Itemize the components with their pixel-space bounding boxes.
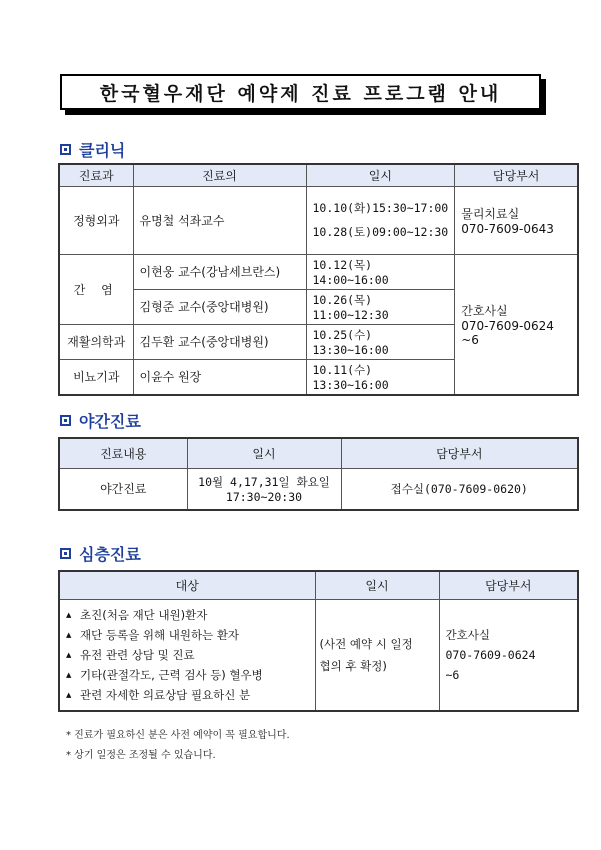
office-cell	[455, 254, 578, 395]
dept-cell: 비뇨기과	[59, 359, 133, 395]
col-header: 담당부서	[439, 571, 578, 599]
time-cell	[187, 468, 341, 510]
time-line: (사전 예약 시 일정	[319, 636, 413, 651]
time-line: 협의 후 확정)	[319, 658, 387, 673]
content-cell: 야간진료	[59, 468, 187, 510]
section-deep-heading	[60, 542, 141, 565]
time-line: 17:30~20:30	[225, 489, 303, 504]
doctor-cell: 이현웅 교수(강남세브란스)	[133, 254, 306, 289]
time-line: 10.28(토)09:00~12:30	[312, 225, 449, 239]
list-item-continuation	[66, 685, 309, 705]
clinic-table	[58, 163, 579, 396]
list-item: ▲ 기타(관절각도, 근력 검사 등) 혈우병	[66, 665, 309, 685]
dept-cell: 재활의학과	[59, 324, 133, 359]
square-bullet-icon	[60, 415, 71, 426]
col-header: 담당부서	[455, 164, 578, 186]
list-item: ▲ 초진(처음 재단 내원)환자	[66, 605, 309, 625]
time-cell: 10.12(목) 14:00~16:00	[306, 254, 455, 289]
deep-header-row	[59, 571, 578, 599]
col-header: 일시	[315, 571, 439, 599]
page-title-text: 한국혈우재단 예약제 진료 프로그램 안내	[99, 82, 502, 105]
target-cell	[59, 599, 315, 711]
time-line: 10월 4,17,31일 화요일	[198, 474, 330, 489]
office-phone: 070-7609-0624	[461, 318, 554, 333]
col-header: 진료내용	[59, 438, 187, 468]
table-row	[59, 599, 578, 711]
doctor-cell: 이윤수 원장	[133, 359, 306, 395]
col-header: 진료과	[59, 164, 133, 186]
dept-cell: 정형외과	[59, 186, 133, 254]
clinic-header-row	[59, 164, 578, 186]
square-bullet-icon	[60, 144, 71, 155]
target-list	[60, 601, 315, 709]
office-name: 간호사실	[461, 303, 508, 318]
footnote: * 상기 일정은 조정될 수 있습니다.	[66, 750, 216, 761]
list-item: ▲ 유전 관련 상담 및 진료	[66, 645, 309, 665]
time-line: 10.10(화)15:30~17:00	[312, 201, 449, 215]
dept-cell: 간 염	[59, 254, 133, 324]
footnote: * 진료가 필요하신 분은 사전 예약이 꼭 필요합니다.	[66, 730, 290, 741]
section-deep-label: 심층진료	[79, 545, 141, 564]
list-item-text: 관련 자세한 의료상담 필요하신 분	[80, 687, 251, 702]
table-row	[59, 254, 578, 289]
col-header: 대상	[59, 571, 315, 599]
table-row	[59, 186, 578, 254]
office-name: 간호사실	[445, 627, 490, 642]
office-cell: 접수실(070-7609-0620)	[341, 468, 578, 510]
doctor-cell: 유명철 석좌교수	[133, 186, 306, 254]
doctor-cell: 김형준 교수(중앙대병원)	[133, 289, 306, 324]
night-header-row	[59, 438, 578, 468]
office-name: 물리치료실	[461, 206, 520, 221]
time-cell: 10.11(수) 13:30~16:00	[306, 359, 455, 395]
table-row	[59, 468, 578, 510]
time-cell	[315, 599, 439, 711]
office-phone: 070-7609-0624	[445, 647, 536, 662]
square-bullet-icon	[60, 548, 71, 559]
section-clinic-label: 클리닉	[79, 141, 126, 160]
office-phone-suffix: ~6	[445, 667, 460, 682]
office-cell	[455, 186, 578, 254]
section-night-label: 야간진료	[79, 412, 141, 431]
office-cell	[439, 599, 578, 711]
time-cell: 10.26(목) 11:00~12:30	[306, 289, 455, 324]
page-title	[60, 74, 541, 110]
section-clinic-heading	[60, 138, 125, 161]
col-header: 일시	[306, 164, 455, 186]
deep-table	[58, 570, 579, 712]
col-header: 진료의	[133, 164, 306, 186]
doctor-cell: 김두환 교수(중앙대병원)	[133, 324, 306, 359]
time-cell: 10.25(수) 13:30~16:00	[306, 324, 455, 359]
night-table	[58, 437, 579, 511]
section-night-heading	[60, 409, 141, 432]
time-cell	[306, 186, 455, 254]
col-header: 담당부서	[341, 438, 578, 468]
col-header: 일시	[187, 438, 341, 468]
office-phone-suffix: ~6	[461, 332, 479, 347]
list-item: ▲ 재단 등록을 위해 내원하는 환자	[66, 625, 309, 645]
office-phone: 070-7609-0643	[461, 221, 554, 236]
